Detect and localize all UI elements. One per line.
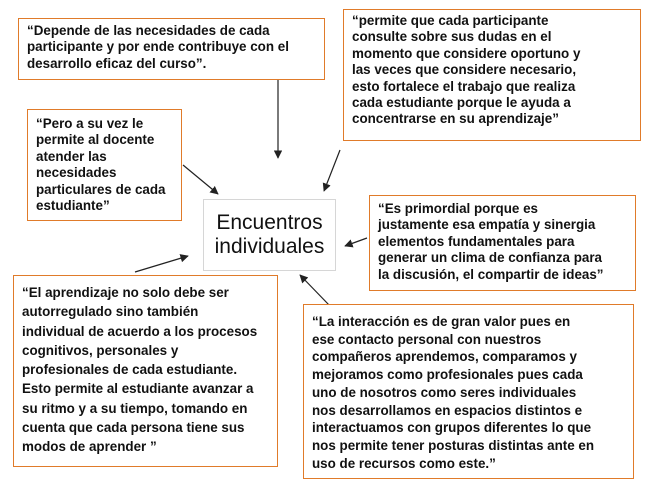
- quote-box-top-left: “Depende de las necesidades de cada participante y por ende contribuye con el desarrollo eficaz del curso”.: [18, 18, 325, 80]
- quote-box-mid-right: “Es primordial porque es justamente esa empatía y sinergia elementos fundamentales para generar un clima de confianza para la discusión, el compartir de ideas”: [369, 195, 636, 291]
- arrow-from-top-right: [324, 150, 340, 191]
- arrow-from-bottom-left: [135, 256, 188, 272]
- arrow-from-mid-left: [183, 165, 218, 194]
- quote-box-top-right: “permite que cada participante consulte sobre sus dudas en el momento que considere oportuno y las veces que considere necesario, esto fortalece el trabajo que realiza cada estudiante porque le ayuda a concentrarse en su aprendizaje”: [343, 9, 641, 141]
- arrow-from-bottom-right: [300, 275, 330, 306]
- arrow-from-mid-right: [345, 238, 367, 246]
- quote-box-bottom-left: “El aprendizaje no solo debe ser autorregulado sino también individual de acuerdo a los procesos cognitivos, personales y profesionales de cada estudiante. Esto permite al estudiante avanzar a su ritmo y a su tiempo, tomando en cuenta que cada persona tiene sus modos de aprender ”: [13, 275, 278, 467]
- quote-box-bottom-right: “La interacción es de gran valor pues en ese contacto personal con nuestros compañeros aprendemos, comparamos y mejoramos como profesionales pues cada uno de nosotros como seres individuales nos desarrollamos en espacios distintos e interactuamos con grupos diferentes lo que nos permite tener posturas distintas ante en uso de recursos como este.”: [303, 304, 634, 479]
- quote-box-mid-left: “Pero a su vez le permite al docente atender las necesidades particulares de cada estudiante”: [27, 109, 182, 221]
- central-concept-node: Encuentros individuales: [203, 199, 336, 271]
